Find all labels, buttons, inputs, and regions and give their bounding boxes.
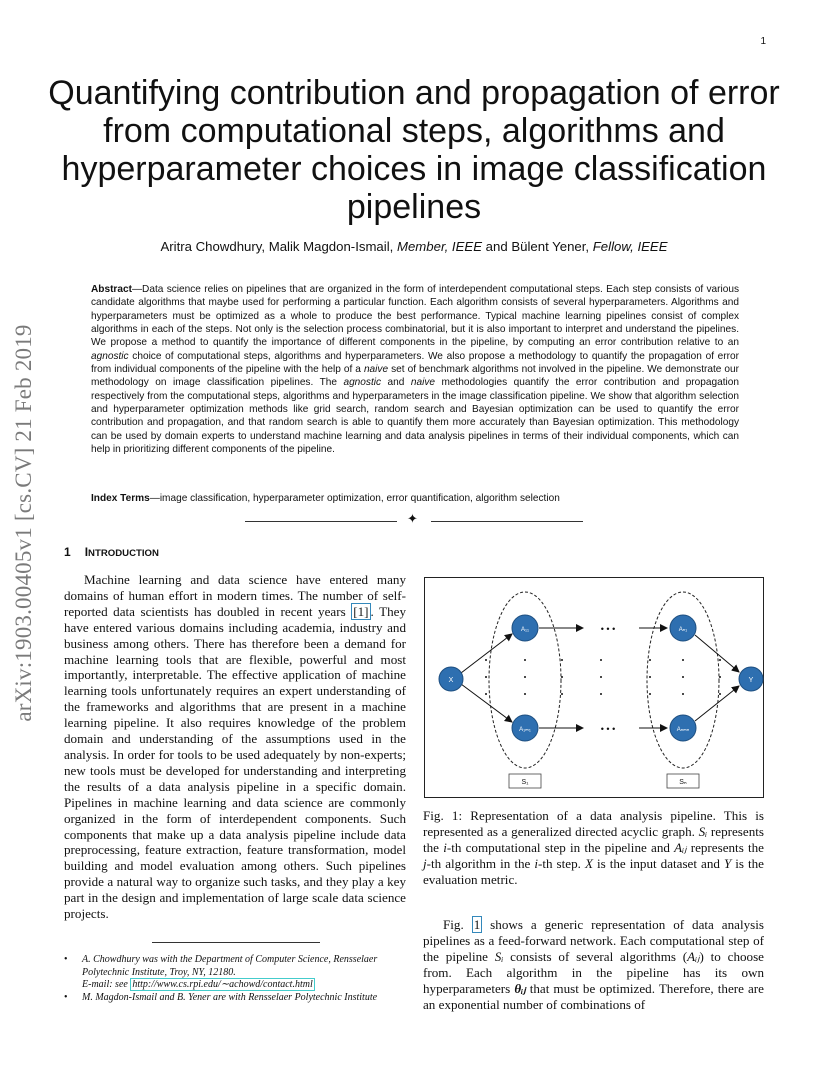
- abstract-text-2: choice of computational steps, algorithms and hyperparameters. We also propose a methodology to quantify the propagation of error from individual components of the pipeline with the help of a: [91, 350, 739, 376]
- index-terms: [91, 493, 739, 504]
- caption-math-6: X: [584, 855, 593, 871]
- rp-math-2: Aᵢⱼ: [687, 948, 700, 964]
- abstract-text-5: methodologies quantify the error contribution and propagation respectively from the computational steps, algorithms and hyperparameters in the image classification pipeline. We show that algorithm selection and hyperparameter optimization methods like grid search, random search and Bayesian optimization can be used to quantify the error contribution and propagation, and that random search is able to quantify them more accurately than Bayesian optimization. This methodology can be used by domain experts to understand machine learning and data analysis pipelines in terms of their individual components, which can help in prioritizing different components of the pipeline.: [91, 377, 740, 456]
- edge-x-a1m: [461, 684, 512, 722]
- authors-part1: Aritra Chowdhury, Malik Magdon-Ismail,: [160, 239, 394, 254]
- rp-text-2: shows a generic representation of data analysis pipelines as a feed-forward network. Each computational step of the pipeline: [423, 917, 764, 964]
- separator-left-rule: [245, 521, 397, 522]
- abstract-text-1: —Data science relies on pipelines that are organized in the form of interdependent computational steps. Each step consists of various candidate algorithms that maybe used for performing a particular function. Each algorithm consists of several hyperparameters. Algorithms and hyperparameters must be optimized as a whole to produce the best performance. Typical machine learning pipelines consist of complex algorithms in each of the steps. Not only is the selection process combinatorial, but it is also important to interpret and understand the pipelines. We propose a method to quantify the importance of different components in the pipeline, by computing an error contribution relative to an: [91, 284, 739, 349]
- abstract-label: Abstract: [91, 284, 132, 295]
- caption-text-2: represents the: [423, 823, 764, 855]
- edge-anm-y: [695, 686, 739, 721]
- node-anm-label: Aₙₘₙ: [676, 727, 690, 733]
- pipeline-diagram: [425, 578, 765, 799]
- caption-label: Fig. 1:: [423, 808, 463, 823]
- authors-part2: and Bülent Yener,: [485, 239, 590, 254]
- section-title-rest: NTRODUCTION: [88, 548, 159, 559]
- figure-ref-link[interactable]: 1: [473, 917, 481, 932]
- caption-text-6: -th step.: [537, 855, 585, 871]
- caption-math-3: Aᵢⱼ: [674, 839, 687, 855]
- index-terms-label: Index Terms: [91, 493, 150, 504]
- caption-text-4: represents the: [686, 839, 764, 855]
- caption-math-5: i: [534, 855, 538, 871]
- dotted-stacks: [485, 659, 721, 695]
- ellipsis-top: • • •: [600, 624, 616, 634]
- figure-discussion-paragraph: [423, 917, 764, 1012]
- authors-line: [40, 239, 788, 254]
- step-n-label: Sₙ: [679, 779, 687, 786]
- footnote-1-line1: A. Chowdhury was with the Department of Computer Science, Rensselaer Polytechnic Institute, Troy, NY, 12180.: [82, 954, 378, 978]
- intro-paragraph: [64, 572, 406, 922]
- ellipsis-bottom: • • •: [600, 724, 616, 734]
- rp-text-3: consists of several algorithms (: [503, 948, 688, 964]
- caption-math-1: Sᵢ: [698, 823, 708, 839]
- node-x-label: X: [448, 677, 454, 684]
- caption-math-4: j: [423, 855, 427, 871]
- abstract-text-3: set of benchmark algorithms not involved in the pipeline. We demonstrate our methodology on image classification pipelines. The: [91, 364, 740, 389]
- abstract-em-1: agnostic: [91, 350, 129, 362]
- rp-text-5: that must be optimized. Therefore, there are an exponential number of combinations of: [423, 980, 764, 1012]
- paper-title: Quantifying contribution and propagation of error from computational steps, algorithms and hyperparameter choices in image classification pipelines: [48, 74, 780, 226]
- abstract: [91, 283, 739, 456]
- authors-role1: Member, IEEE: [396, 239, 482, 254]
- caption-text-7: is the input dataset and: [592, 855, 724, 871]
- footnote-bullet-2: •: [64, 991, 68, 1003]
- separator-star-icon: ✦: [407, 512, 418, 527]
- section-title-first: I: [84, 545, 89, 559]
- figure-1-caption: [423, 808, 764, 888]
- node-a1m-label: A₁ₘ₁: [519, 727, 531, 733]
- section-heading: [64, 545, 159, 559]
- caption-text-3: -th computational step in the pipeline and: [446, 839, 675, 855]
- rp-math-1: Sᵢ: [494, 948, 504, 964]
- edge-x-a11: [461, 634, 512, 673]
- intro-text-1: Machine learning and data science have entered many domains of human effort in modern times. The number of self-reported data scientists has doubled in recent years: [64, 572, 406, 619]
- footnote-1-email-label: E-mail: see: [82, 979, 131, 991]
- node-an1-label: Aₙ₁: [678, 627, 688, 633]
- abstract-text-4: and: [381, 377, 411, 389]
- caption-text-5: -th algorithm in the: [426, 855, 535, 871]
- authors-role2: Fellow, IEEE: [592, 239, 668, 254]
- footnote-rule: [152, 942, 320, 943]
- intro-text-2: . They have entered various domains including academia, industry and business among others. There has therefore been a demand for machine learning tools that are flexible, powerful and most importantly, interpretable. The effective application of machine learning tools unfortunately requires an expert understanding of the frameworks and algorithms that are present in a machine learning pipeline. It also requires knowledge of the problem domain and understanding of the assumptions used in the analysis. In order for tools to be used adequately by non-experts; new tools must be developed for understanding and interpreting the results of a data analysis pipeline in a specific domain. Pipelines in machine learning and data science are commonly organized in the form of interdependent components. Such components that make up a data analysis pipeline include data preprocessing, feature extraction, feature transformation, model building and model evaluation among others. Such pipelines provide a natural way to organize such tasks, and they play a key part in the design and implementation of large scale data science projects.: [64, 603, 407, 922]
- footnote-2: [64, 992, 410, 1005]
- footnote-bullet-1: •: [64, 954, 68, 965]
- footnote-2-text: M. Magdon-Ismail and B. Yener are with Rensselaer Polytechnic Institute: [82, 991, 378, 1003]
- node-a11-label: A₁₁: [520, 627, 530, 633]
- section-number: 1: [64, 545, 71, 559]
- caption-text-8: is the evaluation metric.: [423, 855, 764, 887]
- page-number: 1: [760, 36, 766, 47]
- index-terms-text: —image classification, hyperparameter optimization, error quantification, algorithm selection: [149, 493, 560, 504]
- rp-text-4: ) to choose from. Each algorithm in the pipeline has its own hyperparameters: [423, 948, 764, 996]
- caption-text-1: Representation of a data analysis pipeline. This is represented as a generalized directed acyclic graph.: [423, 808, 764, 839]
- abstract-em-3: agnostic: [343, 377, 382, 389]
- footnotes: [64, 954, 410, 1004]
- figure-1-box: [424, 577, 764, 798]
- step-1-label: S₁: [521, 779, 529, 786]
- arxiv-stamp: [4, 285, 44, 760]
- rp-text-1: Fig.: [443, 917, 472, 932]
- caption-math-2: i: [443, 839, 447, 855]
- arxiv-stamp-text: arXiv:1903.00405v1 [cs.CV] 21 Feb 2019: [11, 323, 36, 722]
- edge-an1-y: [695, 635, 739, 672]
- contact-url-link[interactable]: http://www.cs.rpi.edu/∼achowd/contact.html: [132, 979, 313, 991]
- rp-math-3: θᵢⱼ: [514, 980, 526, 996]
- citation-link-1[interactable]: [1]: [353, 603, 369, 619]
- separator-right-rule: [431, 521, 583, 522]
- footnote-1: [64, 954, 410, 992]
- caption-math-7: Y: [723, 855, 732, 871]
- abstract-em-2: naive: [363, 364, 389, 376]
- node-y-label: Y: [748, 677, 754, 684]
- abstract-em-4: naive: [410, 377, 435, 389]
